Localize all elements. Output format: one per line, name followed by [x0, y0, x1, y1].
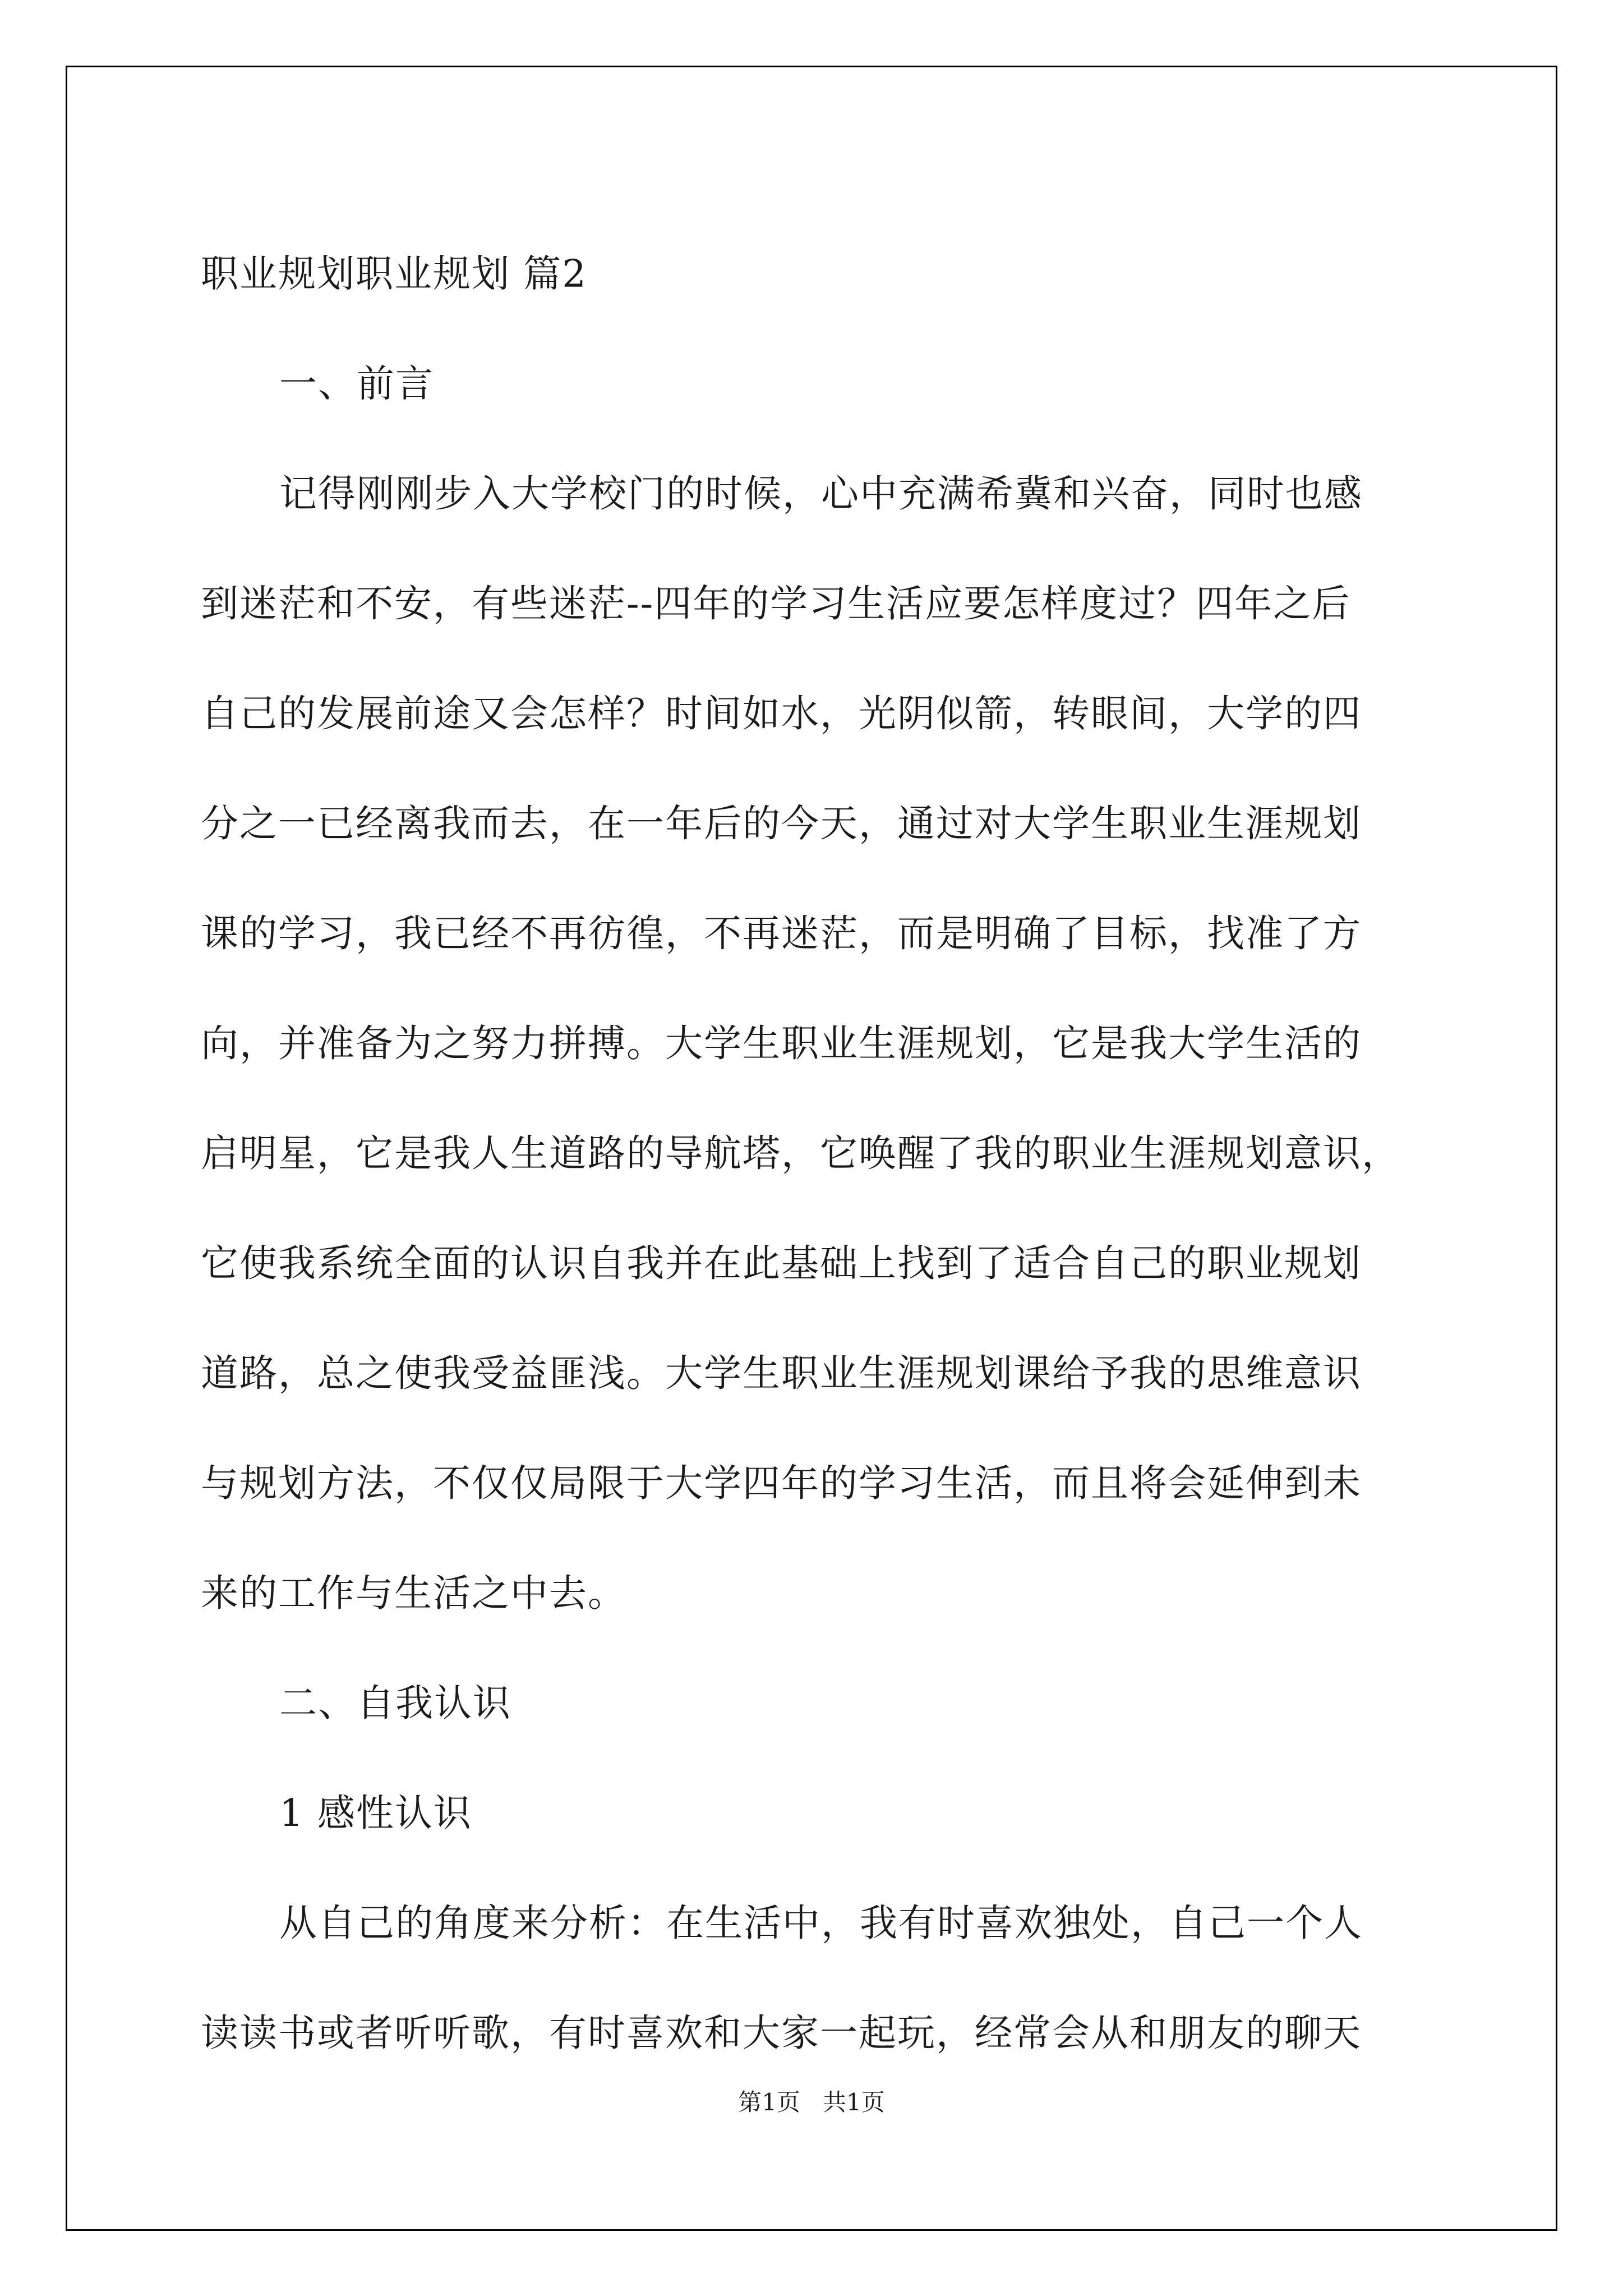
- paragraph-line: 课的学习，我已经不再彷徨，不再迷茫，而是明确了目标，找准了方: [201, 912, 1362, 955]
- section-heading-preface: 一、前言: [279, 362, 434, 406]
- paragraph-line: 到迷茫和不安，有些迷茫--四年的学习生活应要怎样度过？四年之后: [201, 582, 1351, 625]
- paragraph-line: 自己的发展前途又会怎样？时间如水，光阴似箭，转眼间，大学的四: [201, 692, 1362, 735]
- page-footer: [0, 2086, 1623, 2119]
- page-number-current: 第1页: [738, 2088, 800, 2116]
- page-number-total: 共1页: [823, 2088, 885, 2116]
- paragraph-line: 记得刚刚步入大学校门的时候，心中充满希冀和兴奋，同时也感: [279, 472, 1363, 516]
- paragraph-line: 读读书或者听听歌，有时喜欢和大家一起玩，经常会从和朋友的聊天: [201, 2011, 1362, 2055]
- paragraph-line: 向，并准备为之努力拼搏。大学生职业生涯规划，它是我大学生活的: [201, 1022, 1362, 1065]
- paragraph-line: 分之一已经离我而去，在一年后的今天，通过对大学生职业生涯规划: [201, 802, 1362, 845]
- document-title: 职业规划职业规划 篇2: [201, 252, 587, 296]
- document-body: [201, 219, 1429, 2088]
- paragraph-line: 启明星，它是我人生道路的导航塔，它唤醒了我的职业生涯规划意识，: [201, 1131, 1400, 1175]
- paragraph-line: 与规划方法，不仅仅局限于大学四年的学习生活，而且将会延伸到未: [201, 1461, 1362, 1505]
- paragraph-line: 从自己的角度来分析：在生活中，我有时喜欢独处，自己一个人: [279, 1901, 1363, 1945]
- paragraph-line: 来的工作与生活之中去。: [201, 1571, 626, 1615]
- paragraph-line: 道路，总之使我受益匪浅。大学生职业生涯规划课给予我的思维意识: [201, 1351, 1362, 1395]
- paragraph-line: 它使我系统全面的认识自我并在此基础上找到了适合自己的职业规划: [201, 1241, 1362, 1285]
- subsection-heading: 1 感性认识: [279, 1791, 472, 1835]
- section-heading-self-awareness: 二、自我认识: [279, 1681, 511, 1725]
